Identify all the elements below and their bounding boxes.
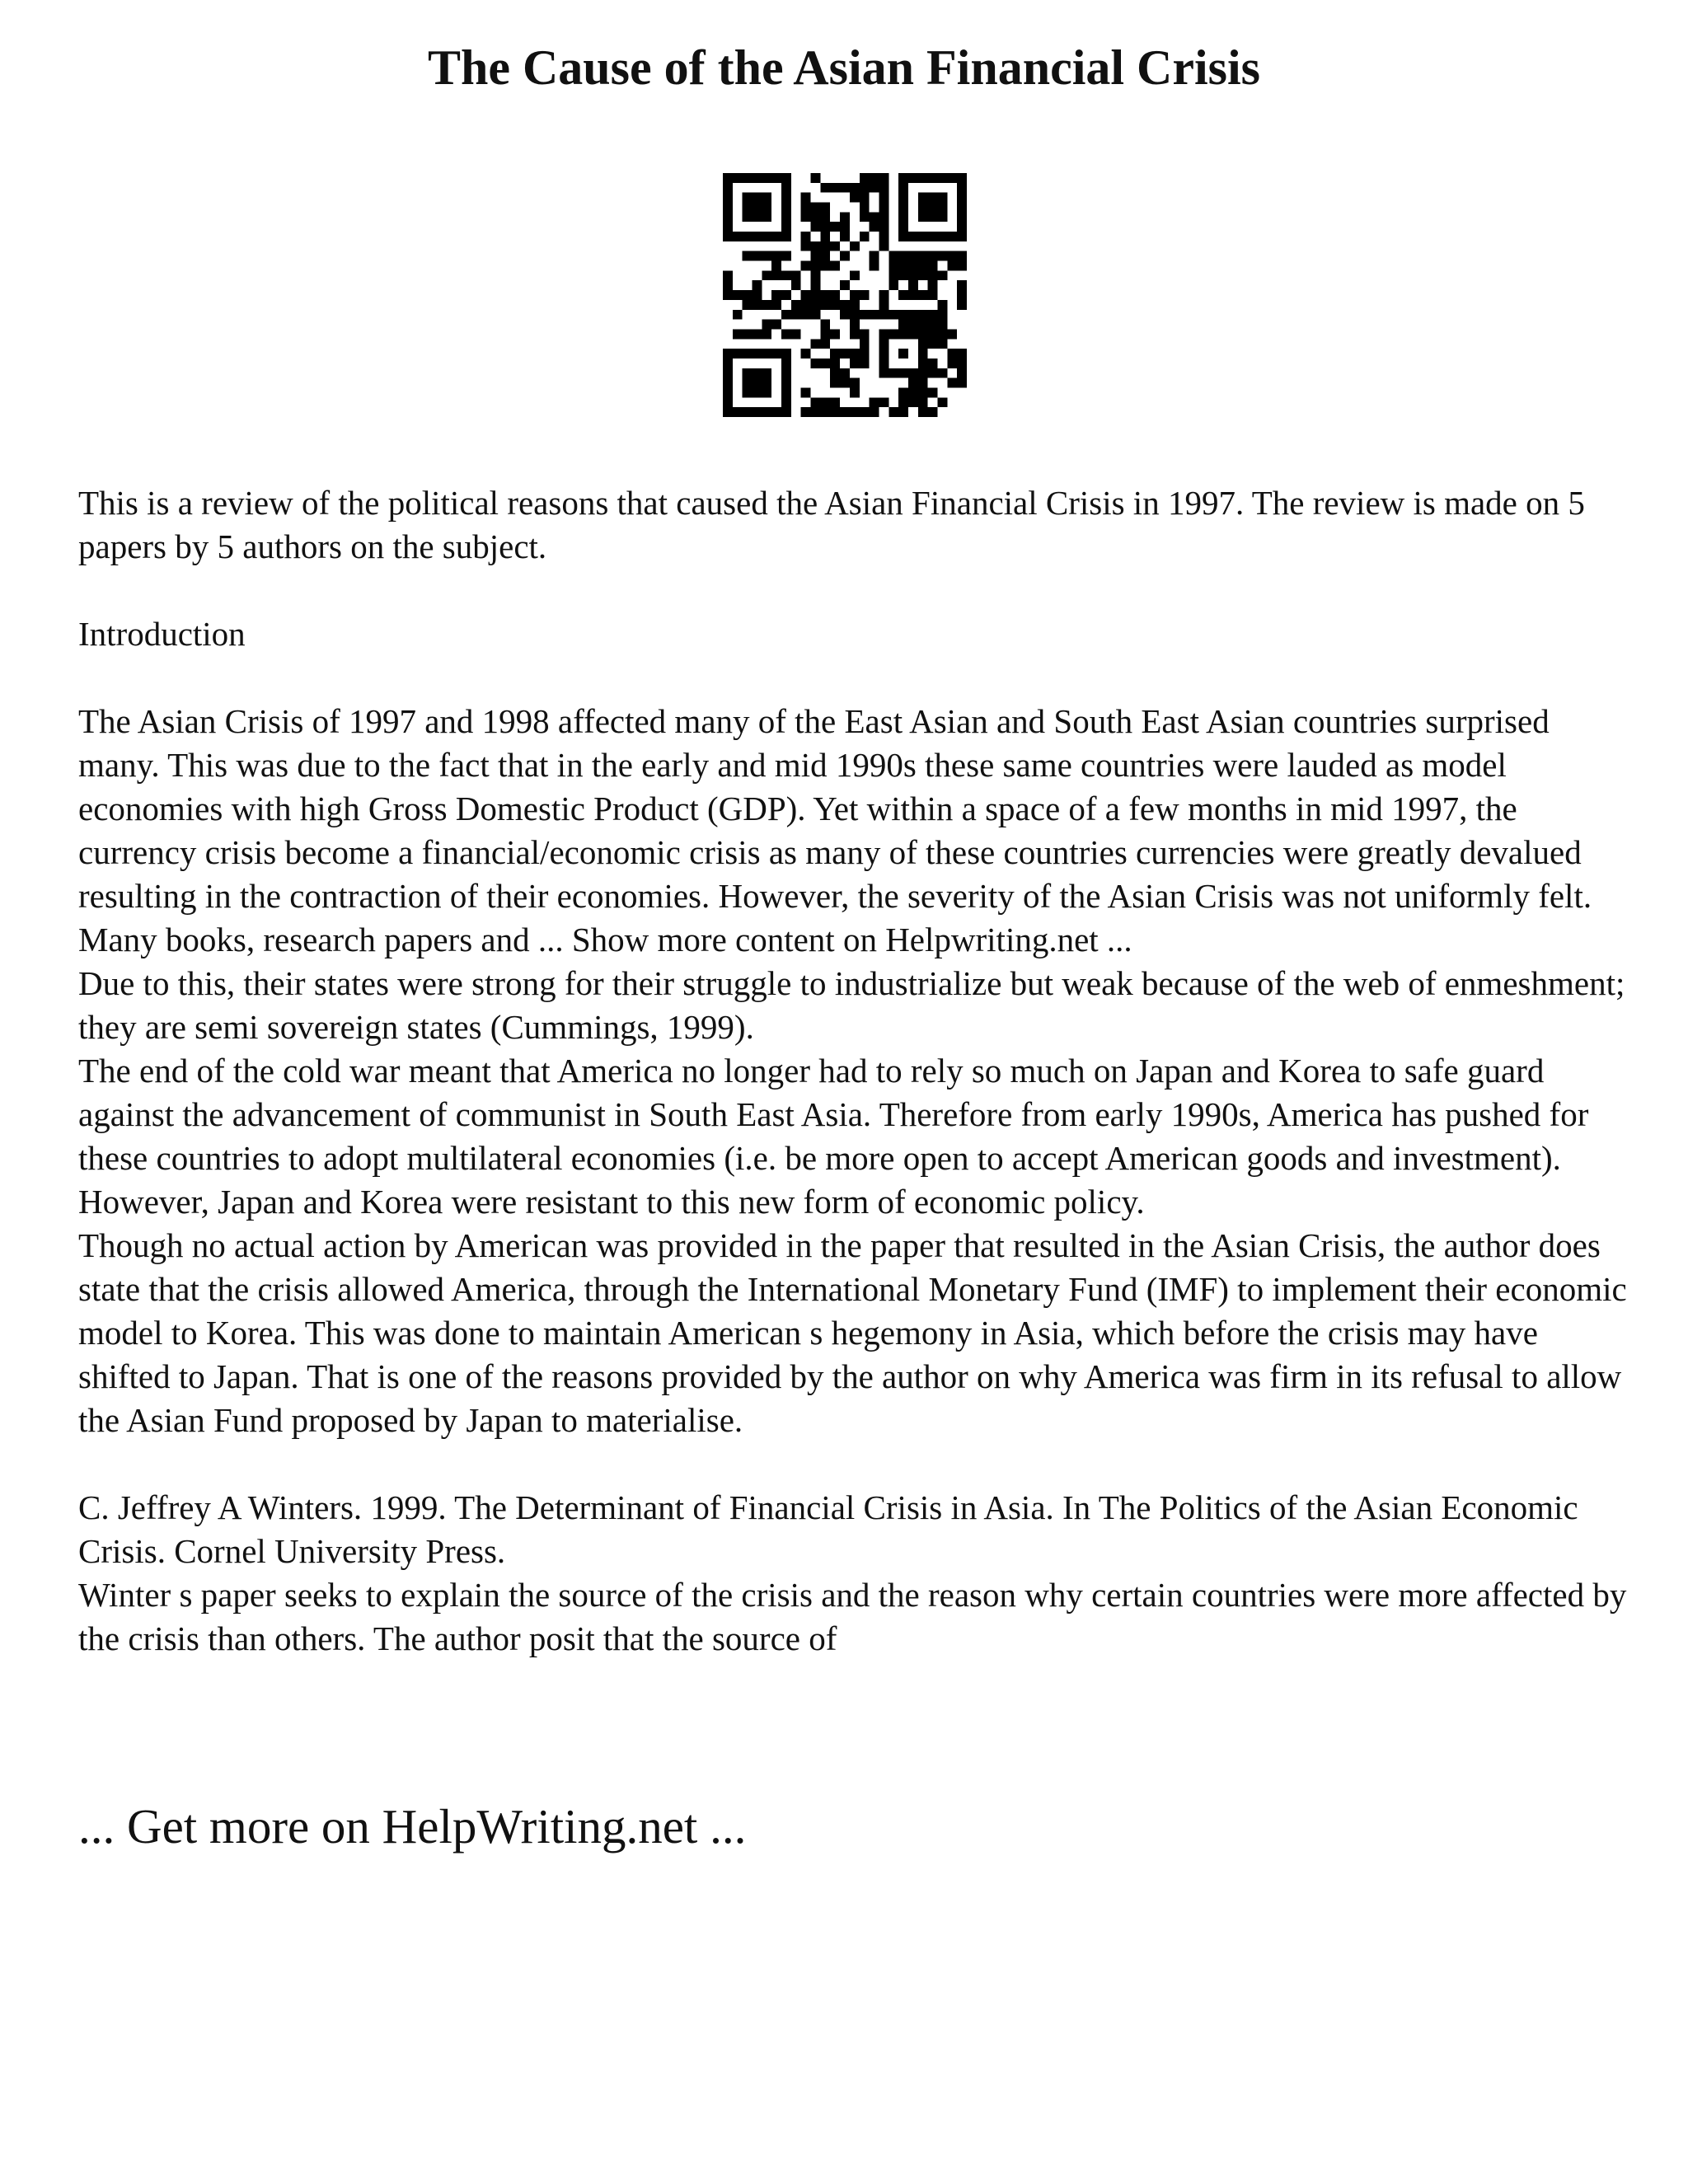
introduction-paragraph: The Asian Crisis of 1997 and 1998 affected many of the East Asian and South East Asian countries surprised many. This was due to the fact that in the early and mid 1990s these same countries were lauded as model economies with high Gross Domestic Product (GDP). Yet within a space of a few months in mid 1997, the currency crisis become a financial/economic crisis as many of these countries currencies were greatly devalued resulting in the contraction of their economies. However, the severity of the Asian Crisis was not uniformly felt. — [78, 702, 1592, 915]
cold-war-paragraph: The end of the cold war meant that America no longer had to rely so much on Japan and Korea to safe guard against the advancement of communist in South East Asia. Therefore from early 1990s, America has pushed for these countries to adopt multilateral economies (i.e. be more open to accept American goods and investment). However, Japan and Korea were resistant to this new form of economic policy. — [78, 1052, 1589, 1221]
qr-code-graphic — [723, 173, 967, 417]
semi-sovereign-paragraph: Due to this, their states were strong for their struggle to industrialize but weak because of the web of enmeshment; they are semi sovereign states (Cummings, 1999). — [78, 964, 1625, 1046]
qr-code-icon — [723, 173, 967, 417]
paragraph-spacer — [78, 569, 1628, 612]
section-heading-introduction: Introduction — [78, 615, 246, 653]
get-more-link[interactable]: ... Get more on HelpWriting.net ... — [78, 1799, 747, 1854]
show-more-content-text: Many books, research papers and ... Show more content on Helpwriting.net ... — [78, 921, 1132, 958]
document-body — [78, 481, 1628, 1661]
imf-paragraph: Though no actual action by American was provided in the paper that resulted in the Asian Crisis, the author does state that the crisis allowed America, through the International Monetary Fund (IMF) to implement their economic model to Korea. This was done to maintain American s hegemony in Asia, which before the crisis may have shifted to Japan. That is one of the reasons provided by the author on why America was firm in its refusal to allow the Asian Fund proposed by Japan to materialise. — [78, 1226, 1627, 1439]
summary-paragraph: This is a review of the political reasons that caused the Asian Financial Crisis in 1997. The review is made on 5 papers by 5 authors on the subject. — [78, 484, 1585, 565]
paragraph-spacer — [78, 656, 1628, 700]
citation-winters: C. Jeffrey A Winters. 1999. The Determinant of Financial Crisis in Asia. In The Politics of the Asian Economic Crisis. Cornel University Press. — [78, 1488, 1578, 1570]
paragraph-spacer — [78, 1442, 1628, 1486]
winters-paragraph: Winter s paper seeks to explain the source of the crisis and the reason why certain countries were more affected by the crisis than others. The author posit that the source of — [78, 1576, 1627, 1657]
document-title: The Cause of the Asian Financial Crisis — [427, 40, 1261, 95]
